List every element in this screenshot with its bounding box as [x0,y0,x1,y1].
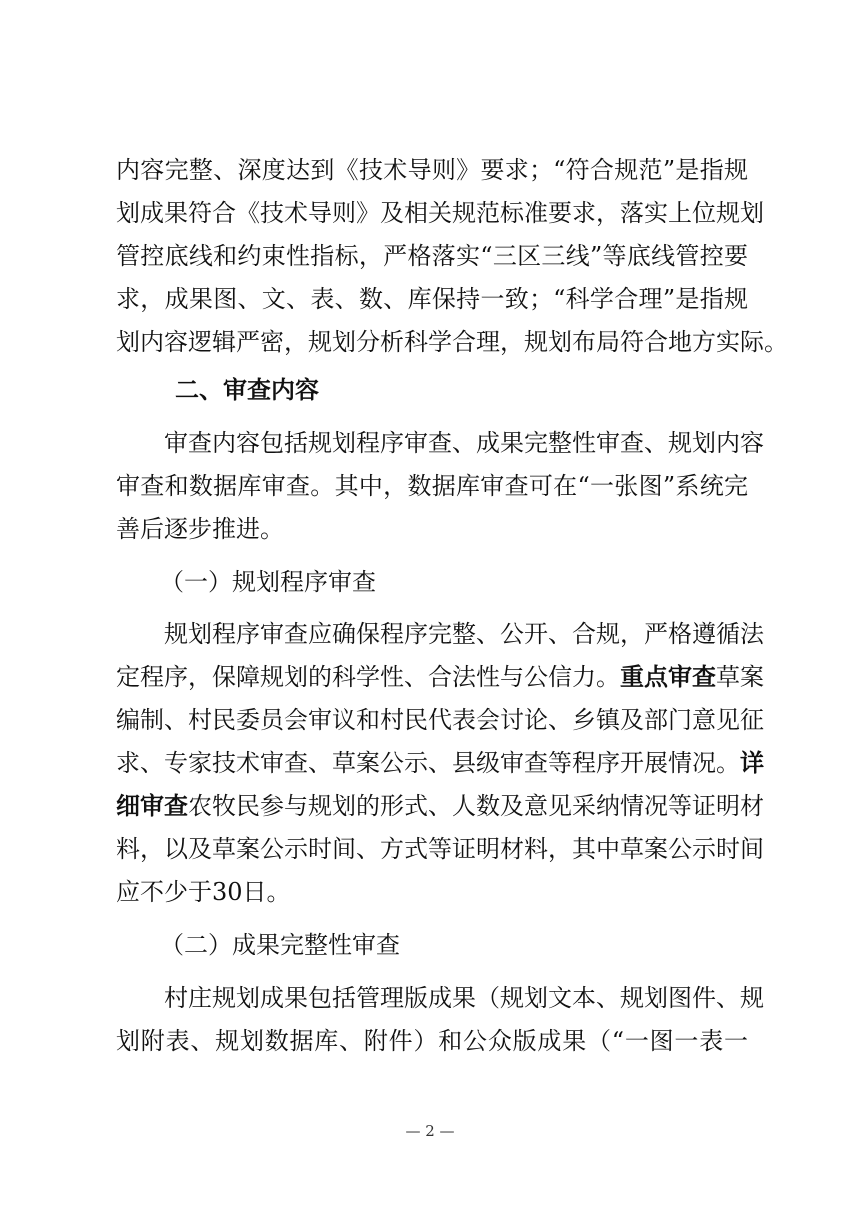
paragraph-line [116,743,764,783]
paragraph-line: 管控底线和约束性指标，严格落实“三区三线”等底线管控要 [116,242,748,270]
paragraph-line: 审查内容包括规划程序审查、成果完整性审查、规划内容 [164,429,764,457]
paragraph-line: 审查和数据库审查。其中，数据库审查可在“一张图”系统完 [116,472,748,500]
section-heading: 二、审查内容 [175,376,319,404]
text-run: 农牧民参与规划的形式、人数及意见采纳情况等证明材 [188,792,764,820]
paragraph-line: 划内容逻辑严密，规划分析科学合理，规划布局符合地方实际。 [116,328,788,356]
text-run: 定程序，保障规划的科学性、合法性与公信力。 [116,663,620,691]
paragraph-line [116,657,764,697]
text-run: 求、专家技术审查、草案公示、县级审查等程序开展情况。 [116,749,740,777]
paragraph-line: 规划程序审查应确保程序完整、公开、合规，严格遵循法 [164,620,764,648]
paragraph-line: 划附表、规划数据库、附件）和公众版成果（“一图一表一 [116,1027,748,1055]
paragraph-line: 善后逐步推进。 [116,515,284,543]
subsection-heading: （二）成果完整性审查 [160,931,400,959]
paragraph-line: 编制、村民委员会审议和村民代表会讨论、乡镇及部门意见征 [116,706,764,734]
paragraph-line: 料，以及草案公示时间、方式等证明材料，其中草案公示时间 [116,835,764,863]
text-run: 草案 [716,663,764,691]
paragraph-line: 内容完整、深度达到《技术导则》要求；“符合规范”是指规 [116,156,748,184]
paragraph-line: 求，成果图、文、表、数、库保持一致；“科学合理”是指规 [116,285,748,313]
paragraph-line: 村庄规划成果包括管理版成果（规划文本、规划图件、规 [164,984,764,1012]
bold-keyword: 详 [740,749,764,777]
paragraph-line: 划成果符合《技术导则》及相关规范标准要求，落实上位规划 [116,199,764,227]
subsection-heading: （一）规划程序审查 [160,568,376,596]
paragraph-line: 应不少于30日。 [116,878,291,906]
page-number: — 2 — [405,1122,455,1140]
bold-keyword: 重点审查 [620,663,716,691]
bold-keyword: 细审查 [116,792,188,820]
paragraph-line [116,786,764,826]
